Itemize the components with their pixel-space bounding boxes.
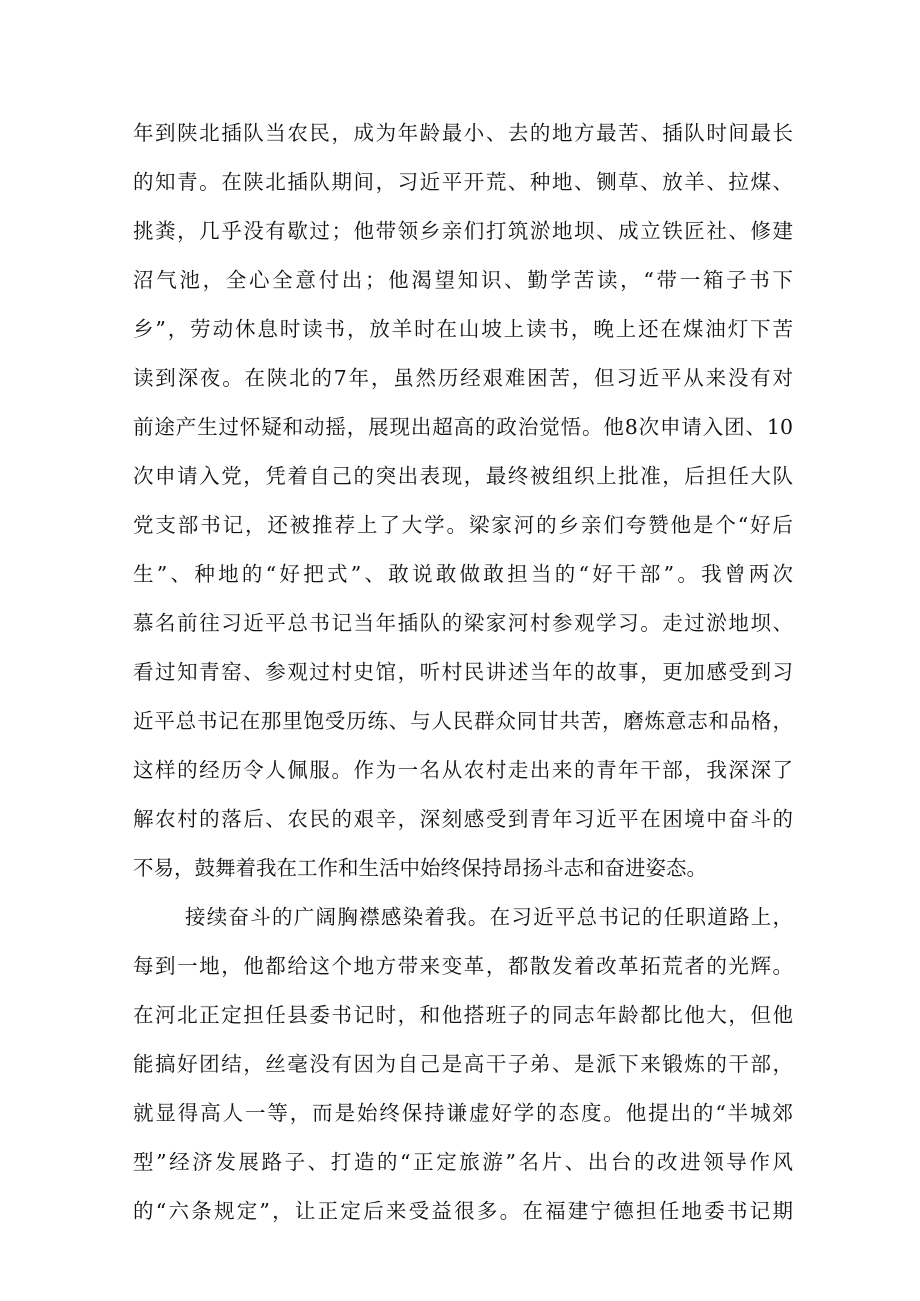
text-line: 前途产生过怀疑和动摇，展现出超高的政治觉悟。他8次申请入团、10 <box>133 415 793 439</box>
text-line: 年到陕北插队当农民，成为年龄最小、去的地方最苦、插队时间最长 <box>133 121 793 145</box>
text-line: 解农村的落后、农民的艰辛，深刻感受到青年习近平在困境中奋斗的 <box>133 807 793 831</box>
text-line: 的知青。在陕北插队期间，习近平开荒、种地、铡草、放羊、拉煤、 <box>133 170 793 194</box>
text-line: 挑粪，几乎没有歇过；他带领乡亲们打筑淤地坝、成立铁匠社、修建 <box>133 219 793 243</box>
text-line: 每到一地，他都给这个地方带来变革，都散发着改革拓荒者的光辉。 <box>133 954 793 978</box>
text-line: 在河北正定担任县委书记时，和他搭班子的同志年龄都比他大，但他 <box>133 1003 793 1027</box>
text-line: 型”经济发展路子、打造的“正定旅游”名片、出台的改进领导作风 <box>133 1150 793 1174</box>
text-line: 就显得高人一等，而是始终保持谦虚好学的态度。他提出的“半城郊 <box>133 1101 793 1125</box>
text-line: 沼气池，全心全意付出；他渴望知识、勤学苦读，“带一箱子书下 <box>133 268 793 292</box>
text-line: 近平总书记在那里饱受历练、与人民群众同甘共苦，磨炼意志和品格， <box>133 709 793 733</box>
paragraph-first-line: 接续奋斗的广阔胸襟感染着我。在习近平总书记的任职道路上， <box>185 905 793 929</box>
text-line: 看过知青窑、参观过村史馆，听村民讲述当年的故事，更加感受到习 <box>133 660 793 684</box>
text-line: 慕名前往习近平总书记当年插队的梁家河村参观学习。走过淤地坝、 <box>133 611 793 635</box>
text-line: 次申请入党，凭着自己的突出表现，最终被组织上批准，后担任大队 <box>133 464 793 488</box>
text-line: 生”、种地的“好把式”、敢说敢做敢担当的“好干部”。我曾两次 <box>133 562 793 586</box>
text-line: 能搞好团结，丝毫没有因为自己是高干子弟、是派下来锻炼的干部， <box>133 1052 793 1076</box>
text-line: 这样的经历令人佩服。作为一名从农村走出来的青年干部，我深深了 <box>133 758 793 782</box>
text-line: 乡”，劳动休息时读书，放羊时在山坡上读书，晚上还在煤油灯下苦 <box>133 317 793 341</box>
text-line: 的“六条规定”，让正定后来受益很多。在福建宁德担任地委书记期 <box>133 1199 793 1223</box>
text-line: 党支部书记，还被推荐上了大学。梁家河的乡亲们夸赞他是个“好后 <box>133 513 793 537</box>
paragraph-last-line: 不易，鼓舞着我在工作和生活中始终保持昂扬斗志和奋进姿态。 <box>133 856 707 880</box>
text-line: 读到深夜。在陕北的7年，虽然历经艰难困苦，但习近平从来没有对 <box>133 366 793 390</box>
